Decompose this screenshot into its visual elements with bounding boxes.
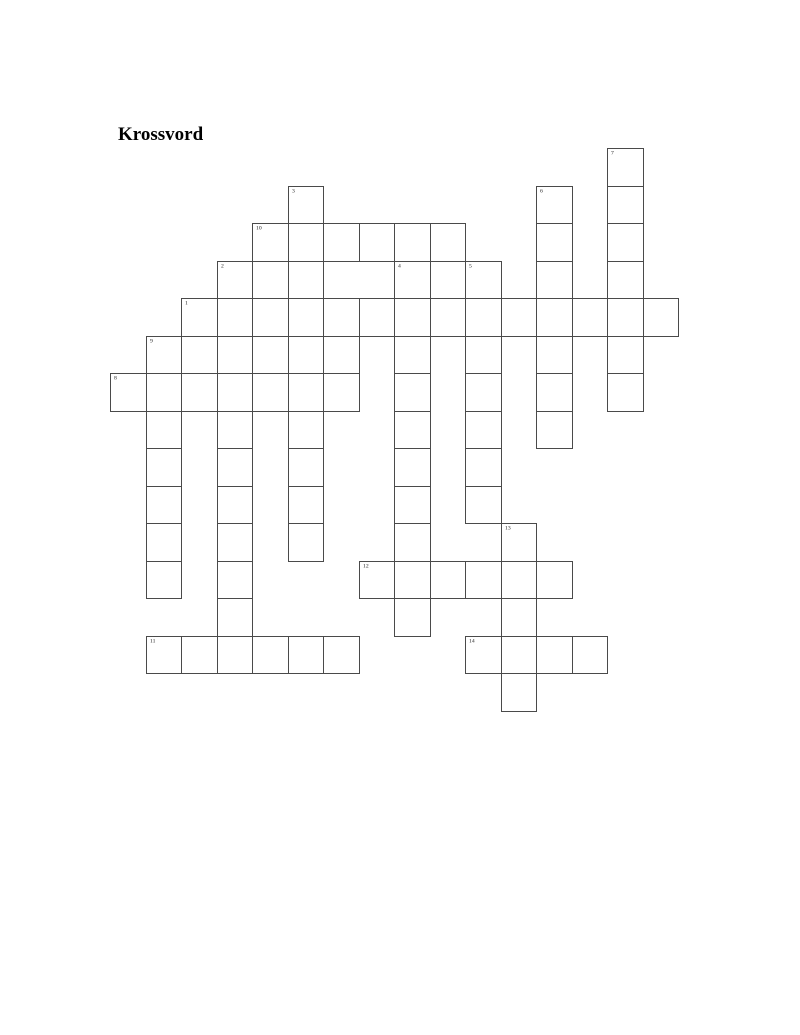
crossword-cell[interactable] (394, 336, 431, 375)
crossword-cell[interactable] (217, 486, 254, 525)
crossword-cell[interactable] (607, 186, 644, 225)
crossword-cell[interactable] (465, 298, 502, 337)
cell-number: 13 (504, 524, 511, 531)
crossword-cell[interactable] (359, 223, 396, 262)
crossword-cell[interactable] (217, 636, 254, 675)
crossword-cell[interactable] (501, 673, 538, 712)
crossword-cell[interactable] (288, 636, 325, 675)
crossword-cell[interactable] (465, 261, 502, 300)
cell-number: 2 (220, 261, 224, 269)
crossword-cell[interactable] (394, 486, 431, 525)
crossword-cell[interactable] (394, 261, 431, 300)
crossword-cell[interactable] (394, 561, 431, 600)
crossword-cell[interactable] (288, 261, 325, 300)
crossword-cell[interactable] (323, 223, 360, 262)
cell-number: 5 (469, 261, 472, 269)
crossword-cell[interactable] (501, 598, 538, 637)
crossword-cell[interactable] (288, 298, 325, 337)
crossword-cell[interactable] (394, 373, 431, 412)
cell-number: 4 (398, 261, 401, 269)
crossword-cell[interactable] (181, 636, 218, 675)
crossword-cell[interactable] (465, 373, 502, 412)
cell-number: 14 (469, 636, 475, 644)
crossword-cell[interactable] (288, 411, 325, 450)
cell-number: 7 (611, 149, 614, 156)
crossword-cell[interactable] (323, 373, 360, 412)
crossword-cell[interactable] (572, 636, 609, 675)
crossword-cell[interactable] (181, 298, 218, 337)
crossword-cell[interactable] (217, 336, 254, 375)
cell-number: 11 (149, 636, 155, 644)
crossword-cell[interactable] (430, 261, 467, 300)
crossword-cell[interactable] (536, 223, 573, 262)
crossword-cell[interactable] (536, 561, 573, 600)
crossword-cell[interactable] (252, 336, 289, 375)
crossword-cell[interactable] (359, 561, 396, 600)
crossword-cell[interactable] (607, 373, 644, 412)
crossword-cell[interactable] (146, 561, 183, 600)
crossword-cell[interactable] (323, 298, 360, 337)
crossword-cell[interactable] (465, 636, 502, 675)
cell-number: 6 (540, 186, 543, 194)
crossword-cell[interactable] (217, 373, 254, 412)
crossword-cell[interactable] (217, 261, 254, 300)
crossword-cell[interactable] (217, 598, 254, 637)
crossword-cell[interactable] (501, 298, 538, 337)
cell-number: 8 (114, 374, 117, 381)
crossword-cell[interactable] (607, 261, 644, 300)
crossword-cell[interactable] (252, 223, 289, 262)
crossword-cell[interactable] (323, 636, 360, 675)
cell-number: 1 (185, 299, 188, 306)
crossword-cell[interactable] (501, 636, 538, 675)
crossword-cell[interactable] (146, 411, 183, 450)
crossword-cell[interactable] (394, 411, 431, 450)
crossword-cell[interactable] (288, 223, 325, 262)
crossword-cell[interactable] (643, 298, 680, 337)
crossword-cell[interactable] (465, 411, 502, 450)
crossword-cell[interactable] (288, 523, 325, 562)
crossword-cell[interactable] (288, 448, 325, 487)
cell-number: 3 (291, 186, 295, 194)
crossword-cell[interactable] (252, 373, 289, 412)
crossword-cell[interactable] (607, 336, 644, 375)
crossword-cell[interactable] (394, 298, 431, 337)
crossword-cell[interactable] (536, 186, 573, 225)
crossword-cell[interactable] (146, 448, 183, 487)
crossword-cell[interactable] (110, 373, 147, 412)
crossword-cell[interactable] (146, 373, 183, 412)
crossword-cell[interactable] (501, 523, 538, 562)
crossword-cell[interactable] (536, 261, 573, 300)
crossword-cell[interactable] (430, 561, 467, 600)
crossword-cell[interactable] (572, 298, 609, 337)
crossword-cell[interactable] (394, 523, 431, 562)
crossword-cell[interactable] (288, 336, 325, 375)
crossword-cell[interactable] (146, 336, 183, 375)
crossword-cell[interactable] (465, 336, 502, 375)
crossword-cell[interactable] (252, 298, 289, 337)
crossword-cell[interactable] (146, 523, 183, 562)
cell-number: 10 (256, 224, 262, 231)
crossword-cell[interactable] (252, 636, 289, 675)
crossword-cell[interactable] (394, 448, 431, 487)
page-title: Krossvord (118, 124, 204, 145)
crossword-cell[interactable] (288, 373, 325, 412)
crossword-cell[interactable] (501, 561, 538, 600)
crossword-cell[interactable] (536, 336, 573, 375)
crossword-cell[interactable] (146, 486, 183, 525)
crossword-cell[interactable] (217, 561, 254, 600)
crossword-cell[interactable] (181, 373, 218, 412)
crossword-cell[interactable] (394, 598, 431, 637)
cell-number: 9 (149, 336, 153, 344)
crossword-cell[interactable] (323, 336, 360, 375)
crossword-cell[interactable] (465, 448, 502, 487)
crossword-cell[interactable] (607, 148, 644, 187)
crossword-cell[interactable] (394, 223, 431, 262)
crossword-cell[interactable] (146, 636, 183, 675)
crossword-cell[interactable] (359, 298, 396, 337)
crossword-cell[interactable] (536, 373, 573, 412)
crossword-cell[interactable] (288, 186, 325, 225)
crossword-cell[interactable] (217, 523, 254, 562)
crossword-cell[interactable] (536, 298, 573, 337)
crossword-cell[interactable] (217, 298, 254, 337)
crossword-cell[interactable] (607, 223, 644, 262)
crossword-cell[interactable] (536, 636, 573, 675)
cell-number: 12 (362, 561, 369, 569)
crossword-cell[interactable] (430, 298, 467, 337)
crossword-cell[interactable] (430, 223, 467, 262)
crossword-cell[interactable] (181, 336, 218, 375)
crossword-cell[interactable] (217, 448, 254, 487)
crossword-cell[interactable] (217, 411, 254, 450)
crossword-cell[interactable] (536, 411, 573, 450)
crossword-cell[interactable] (465, 486, 502, 525)
crossword-cell[interactable] (288, 486, 325, 525)
crossword-cell[interactable] (252, 261, 289, 300)
crossword-cell[interactable] (607, 298, 644, 337)
crossword-cell[interactable] (465, 561, 502, 600)
